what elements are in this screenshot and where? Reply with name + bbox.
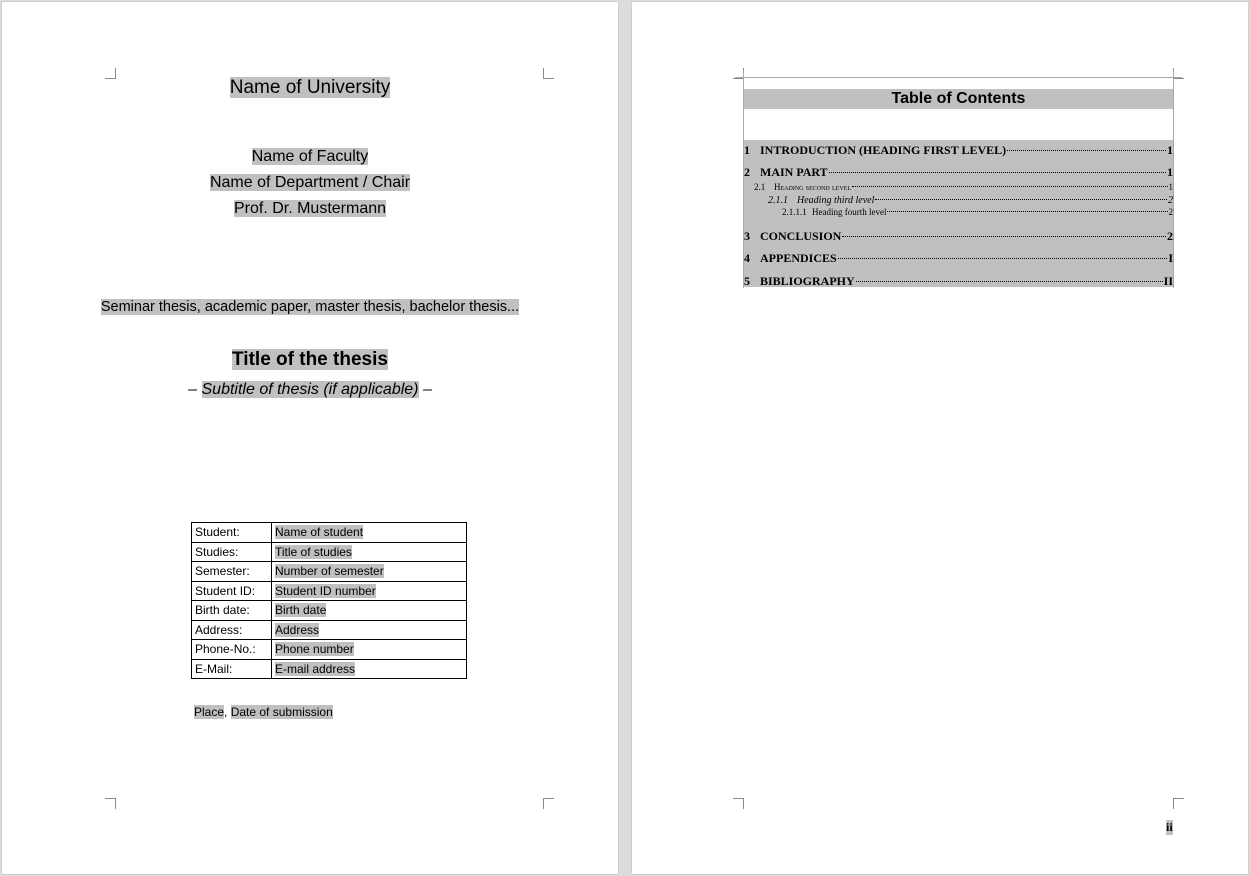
- thesis-subtitle-line: [2, 381, 618, 399]
- info-table-row: [192, 523, 467, 543]
- info-label: E-Mail:: [192, 659, 272, 679]
- toc-entry-page: 2: [1167, 229, 1173, 243]
- professor-name[interactable]: Prof. Dr. Mustermann: [233, 200, 387, 217]
- info-value[interactable]: E-mail address: [275, 661, 356, 676]
- info-value[interactable]: Title of studies: [275, 544, 352, 559]
- info-table-row: [192, 542, 467, 562]
- info-table-row: [192, 562, 467, 582]
- toc-dot-leader: [829, 172, 1166, 173]
- toc-entry[interactable]: [744, 274, 1173, 289]
- margin-corner-marker: [733, 798, 744, 809]
- toc-entry-text: APPENDICES: [760, 251, 837, 265]
- info-table-row: [192, 659, 467, 679]
- toc-entry-number: 2.1.1.1: [782, 207, 807, 217]
- info-value-cell: [272, 562, 467, 582]
- toc-section-boundary: [1173, 70, 1174, 288]
- margin-corner-marker: [543, 798, 554, 809]
- toc-entry-text: INTRODUCTION (HEADING FIRST LEVEL): [760, 143, 1007, 157]
- faculty-name[interactable]: Name of Faculty: [251, 148, 369, 165]
- thesis-title-line: [2, 349, 618, 371]
- toc-dot-leader: [856, 281, 1163, 282]
- paper-kind[interactable]: Seminar thesis, academic paper, master thesis, bachelor thesis...: [100, 299, 520, 315]
- toc-section-boundary: [735, 77, 1182, 78]
- info-value-cell: [272, 542, 467, 562]
- toc-entry[interactable]: [744, 182, 1173, 192]
- info-value-cell: [272, 581, 467, 601]
- info-label: Address:: [192, 620, 272, 640]
- subtitle-dash: –: [188, 381, 202, 398]
- info-value[interactable]: Name of student: [275, 525, 364, 540]
- toc-entry-page: II: [1163, 274, 1173, 288]
- place-separator: ,: [224, 705, 231, 719]
- toc-entry-number: 3: [744, 229, 750, 243]
- department-line: [2, 174, 618, 192]
- toc-entry-number: 1: [744, 143, 750, 157]
- title-page: [2, 2, 618, 874]
- info-value-cell: [272, 640, 467, 660]
- toc-dot-leader: [887, 211, 1167, 212]
- toc-entry-page: I: [1168, 251, 1173, 265]
- toc-dot-leader: [842, 236, 1166, 237]
- info-value-cell: [272, 659, 467, 679]
- date-of-submission-field[interactable]: Date of submission: [230, 705, 333, 719]
- info-table-row: [192, 581, 467, 601]
- toc-dot-leader: [1007, 150, 1166, 151]
- info-label: Phone-No.:: [192, 640, 272, 660]
- info-value-cell: [272, 601, 467, 621]
- info-label: Student ID:: [192, 581, 272, 601]
- toc-dot-leader: [852, 186, 1168, 187]
- toc-entry-page: 2: [1168, 195, 1173, 206]
- university-name[interactable]: Name of University: [229, 77, 391, 98]
- subtitle-dash: –: [418, 381, 432, 398]
- toc-entry-page: 2: [1168, 207, 1173, 217]
- info-table-row: [192, 620, 467, 640]
- info-value[interactable]: Number of semester: [275, 564, 384, 579]
- margin-corner-marker: [1173, 798, 1184, 809]
- toc-entry-page: 1: [1167, 143, 1173, 157]
- place-date-line: [194, 705, 333, 719]
- toc-entry-number: 5: [744, 274, 750, 288]
- toc-entry-text: CONCLUSION: [760, 229, 842, 243]
- info-label: Birth date:: [192, 601, 272, 621]
- student-info-table: [191, 522, 467, 679]
- toc-entry-page: 1: [1167, 165, 1173, 179]
- info-table-row: [192, 640, 467, 660]
- toc-field[interactable]: [744, 140, 1173, 287]
- info-table-row: [192, 601, 467, 621]
- professor-line: [2, 200, 618, 218]
- toc-heading[interactable]: Table of Contents: [744, 89, 1173, 109]
- toc-entry[interactable]: [744, 143, 1173, 158]
- toc-entry[interactable]: [744, 251, 1173, 266]
- faculty-line: [2, 148, 618, 166]
- info-value[interactable]: Phone number: [275, 642, 354, 657]
- toc-entry-text: Heading fourth level: [812, 207, 887, 217]
- toc-page: [632, 2, 1248, 874]
- toc-entry-number: 2.1: [754, 182, 766, 192]
- toc-entry-number: 2.1.1: [768, 195, 788, 206]
- page-number: ii: [1166, 820, 1173, 834]
- university-line: [2, 77, 618, 99]
- info-value[interactable]: Student ID number: [275, 583, 376, 598]
- paper-kind-line: [2, 299, 618, 315]
- thesis-title[interactable]: Title of the thesis: [232, 349, 388, 370]
- toc-entry[interactable]: [744, 165, 1173, 180]
- toc-entry[interactable]: [744, 229, 1173, 244]
- toc-entry[interactable]: [744, 207, 1173, 217]
- toc-entry-page: 1: [1168, 182, 1173, 192]
- toc-entry-text: MAIN PART: [760, 165, 828, 179]
- toc-dot-leader: [875, 199, 1167, 200]
- info-value[interactable]: Address: [275, 622, 320, 637]
- toc-entry-text: BIBLIOGRAPHY: [760, 274, 855, 288]
- toc-entry-text: Heading third level: [797, 195, 875, 206]
- margin-corner-marker: [105, 798, 116, 809]
- info-value[interactable]: Birth date: [275, 603, 327, 618]
- department-name[interactable]: Name of Department / Chair: [209, 174, 411, 191]
- place-field[interactable]: Place: [194, 705, 225, 719]
- info-label: Semester:: [192, 562, 272, 582]
- thesis-subtitle[interactable]: Subtitle of thesis (if applicable): [201, 381, 419, 398]
- info-label: Student:: [192, 523, 272, 543]
- toc-entry-text: Heading second level: [774, 182, 851, 192]
- info-value-cell: [272, 523, 467, 543]
- info-value-cell: [272, 620, 467, 640]
- toc-dot-leader: [838, 258, 1168, 259]
- toc-entry-number: 4: [744, 251, 750, 265]
- toc-entry-number: 2: [744, 165, 750, 179]
- toc-entry[interactable]: [744, 195, 1173, 206]
- info-label: Studies:: [192, 542, 272, 562]
